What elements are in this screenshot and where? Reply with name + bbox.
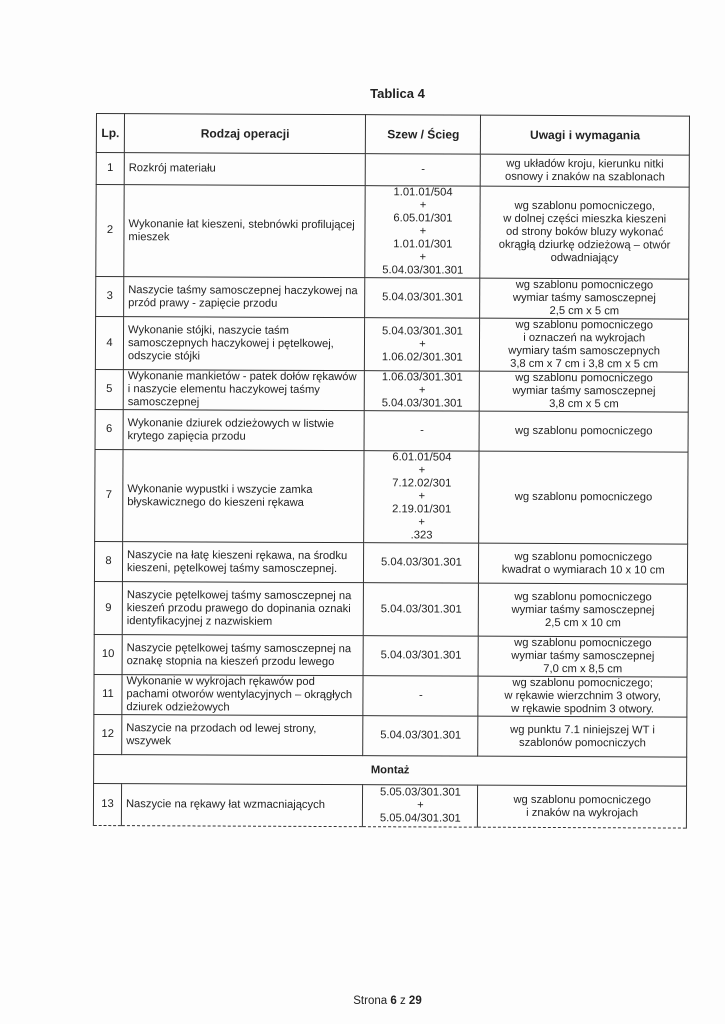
operation-cell: Wykonanie mankietów - patek dołów rękawów i naszycie elementu haczykowej taśmy samosczepnej — [123, 370, 365, 411]
operation-cell: Wykonanie w wykrojach rękawów pod pachami otworów wentylacyjnych – okrągłych dziurek odzieżowych — [122, 675, 364, 716]
table-row — [96, 153, 689, 188]
footer-sep: z — [399, 995, 406, 1007]
table-row — [95, 317, 688, 373]
row-number: 6 — [95, 409, 123, 449]
seam-line: 6.05.01/301 — [393, 212, 453, 225]
row-number: 3 — [96, 277, 124, 317]
table-row — [95, 449, 688, 544]
seam-line: 5.04.03/301.301 — [381, 397, 463, 410]
section-row — [94, 754, 687, 786]
notes-line: wg szablonu pomocniczego — [515, 278, 654, 292]
table-row — [94, 634, 687, 677]
seam-cell — [364, 543, 479, 584]
table-title: Tablica 4 — [370, 86, 425, 101]
seam-cell — [365, 371, 480, 412]
notes-line: wymiary taśm samosczepnych — [508, 344, 661, 358]
operation-cell: Naszycie na łatę kieszeni rękawa, na środku kieszeni, pętelkowej taśmy samosczepnej. — [122, 542, 364, 583]
notes-line: wymiar taśmy samosczepnej — [511, 603, 655, 616]
notes-line: wg szablonu pomocniczego — [515, 318, 654, 332]
seam-cell — [365, 318, 480, 372]
seam-line: .323 — [410, 529, 433, 542]
section-title: Montaż — [94, 754, 687, 786]
seam-cell — [363, 716, 478, 757]
operation-cell: Naszycie pętelkowej taśmy samosczepnej na kieszeń przodu prawego do dopinania oznaki identyfikacyjnej z nazwiskiem — [122, 582, 364, 636]
seam-cell — [363, 676, 478, 717]
notes-line: okrągłą dziurkę odzieżową – otwór — [498, 238, 671, 252]
table-header-row — [96, 114, 689, 156]
row-number: 11 — [94, 674, 122, 714]
notes-line: 3,8 cm x 5 cm — [549, 397, 619, 411]
operation-cell: Naszycie taśmy samosczepnej haczykowej na przód prawy - zapięcie przodu — [124, 277, 366, 318]
seam-line: 5.04.03/301.301 — [382, 264, 464, 277]
notes-cell — [479, 411, 688, 452]
notes-line: i oznaczeń na wykrojach — [523, 331, 646, 345]
seam-line: + — [418, 516, 425, 529]
seam-line: + — [418, 464, 426, 477]
seam-line: 1.01.01/301 — [393, 238, 453, 251]
notes-cell — [480, 278, 689, 319]
notes-line: wg szablonu pomocniczego — [514, 590, 652, 603]
notes-line: szablonów pomocniczych — [518, 736, 646, 749]
seam-line: 7.12.02/301 — [392, 477, 452, 490]
table-row — [94, 714, 687, 757]
row-number: 7 — [95, 449, 123, 541]
notes-line: wg szablonu pomocniczego — [515, 371, 653, 385]
page-footer — [0, 995, 725, 1007]
seam-line: + — [419, 337, 426, 350]
row-number: 12 — [94, 714, 122, 754]
row-number: 10 — [94, 634, 122, 674]
notes-line: 2,5 cm x 10 cm — [545, 616, 621, 629]
seam-line: 5.04.03/301.301 — [380, 729, 462, 742]
seam-line: - — [421, 163, 426, 176]
seam-cell — [364, 451, 479, 544]
notes-line: 2,5 cm x 5 cm — [549, 304, 620, 318]
operation-cell: Naszycie na rękawy łat wzmacniających — [121, 784, 363, 827]
seam-line: - — [420, 424, 424, 437]
seam-line: 1.01.01/504 — [393, 186, 453, 199]
seam-cell — [365, 186, 480, 279]
operations-table — [93, 113, 690, 829]
header-notes: Uwagi i wymagania — [481, 115, 690, 155]
notes-line: wg szablonu pomocniczego — [515, 424, 653, 438]
seam-line: - — [418, 689, 423, 702]
operation-cell: Naszycie pętelkowej taśmy samosczepnej na oznakę stopnia na kieszeń przodu lewego — [122, 635, 364, 676]
header-lp: Lp. — [96, 114, 124, 153]
notes-line: osnowy i znaków na szablonach — [504, 170, 665, 183]
row-number: 8 — [94, 541, 122, 581]
notes-cell — [480, 318, 689, 372]
operation-cell: Wykonanie wypustki i wszycie zamka błyskawicznego do kieszeni rękawa — [123, 450, 365, 543]
notes-line: wymiar taśmy samosczepnej — [512, 291, 656, 305]
notes-line: w rękawie spodnim 3 otwory. — [511, 702, 655, 716]
notes-line: 7,0 cm x 8,5 cm — [543, 662, 623, 676]
notes-line: wg punktu 7.1 niniejszej WT i — [510, 723, 655, 736]
notes-cell — [478, 716, 687, 757]
seam-cell — [364, 636, 479, 677]
row-number: 2 — [96, 185, 124, 277]
notes-line: wymiar taśmy samosczepnej — [511, 649, 655, 663]
header-seam: Szew / Ścieg — [366, 115, 481, 155]
seam-cell — [365, 278, 480, 319]
notes-cell — [479, 583, 688, 637]
seam-line: + — [418, 384, 426, 397]
seam-line: 1.06.03/301.301 — [381, 371, 463, 384]
row-number: 9 — [94, 581, 122, 634]
operation-cell: Wykonanie dziurek odzieżowych w listwie krytego zapięcia przodu — [123, 410, 365, 451]
notes-line: wg szablonu pomocniczego — [514, 490, 653, 504]
row-number: 5 — [95, 369, 123, 409]
notes-cell — [479, 543, 688, 584]
notes-line: 3,8 cm x 7 cm i 3,8 cm x 5 cm — [510, 357, 659, 371]
notes-line: wymiar taśmy samosczepnej — [512, 384, 656, 398]
operation-cell: Rozkrój materiału — [124, 153, 366, 186]
table-row — [95, 409, 688, 452]
seam-cell — [366, 154, 481, 187]
seam-line: 5.04.03/301.301 — [380, 602, 462, 616]
seam-line: 5.04.03/301.301 — [381, 556, 462, 569]
seam-line: 6.01.01/504 — [392, 451, 452, 464]
seam-cell — [364, 411, 479, 452]
operation-cell: Wykonanie łat kieszeni, stebnówki profilującej mieszek — [124, 185, 366, 278]
notes-line: wg szablonu pomocniczego — [513, 793, 651, 806]
notes-line: w rękawie wierzchnim 3 otwory, — [504, 689, 661, 703]
table-row — [94, 541, 687, 584]
row-number: 4 — [95, 317, 123, 370]
operation-cell: Naszycie na przodach od lewej strony, wszywek — [122, 715, 364, 756]
seam-line: 5.05.04/301.301 — [379, 812, 461, 825]
notes-cell — [480, 371, 689, 412]
seam-line: 5.05.03/301.301 — [379, 786, 461, 799]
seam-cell — [363, 785, 478, 828]
table-row — [95, 369, 688, 412]
seam-line: + — [419, 251, 427, 264]
seam-line: 1.06.02/301.301 — [381, 350, 463, 364]
notes-line: w dolnej części mieszka kieszeni — [503, 212, 667, 226]
notes-line: kwadrat o wymiarach 10 x 10 cm — [501, 563, 665, 576]
seam-line: 5.04.03/301.301 — [382, 291, 464, 304]
seam-line: + — [419, 225, 427, 238]
notes-cell — [478, 636, 687, 677]
operation-cell: Wykonanie stójki, naszycie taśm samosczepnych haczykowej i pętelkowej, odszycie stójki — [123, 317, 365, 371]
seam-line: + — [418, 490, 426, 503]
notes-line: wg szablonu pomocniczego — [514, 636, 652, 650]
footer-prefix: Strona — [353, 995, 388, 1007]
seam-line: 5.04.03/301.301 — [382, 324, 463, 338]
seam-cell — [364, 583, 479, 637]
row-number: 13 — [93, 783, 121, 825]
seam-line: + — [419, 199, 427, 212]
notes-line: od strony boków bluzy wykonać — [505, 225, 664, 239]
notes-cell — [479, 451, 688, 544]
seam-line: + — [417, 799, 424, 812]
table-row — [94, 674, 687, 717]
notes-line: wg szablonu pomocniczego; — [512, 676, 654, 690]
notes-line: wg układów kroju, kierunku nitki — [506, 157, 664, 170]
table-row — [96, 185, 689, 280]
seam-line: 2.19.01/301 — [392, 503, 452, 516]
table-row — [94, 581, 687, 637]
footer-page: 6 — [390, 995, 397, 1007]
notes-line: i znaków na wykrojach — [526, 806, 639, 819]
notes-cell — [481, 154, 690, 187]
notes-cell — [478, 785, 687, 828]
table-row — [96, 277, 689, 320]
notes-cell — [478, 676, 687, 717]
row-number: 1 — [96, 153, 124, 185]
table-row — [93, 783, 686, 828]
notes-cell — [480, 186, 689, 279]
header-operation: Rodzaj operacji — [124, 114, 366, 154]
seam-line: 5.04.03/301.301 — [380, 649, 462, 662]
notes-line: wg szablonu pomocniczego — [514, 550, 653, 563]
footer-total: 29 — [408, 995, 422, 1007]
notes-line: odwadniający — [550, 251, 619, 265]
notes-line: wg szablonu pomocniczego, — [514, 199, 656, 213]
